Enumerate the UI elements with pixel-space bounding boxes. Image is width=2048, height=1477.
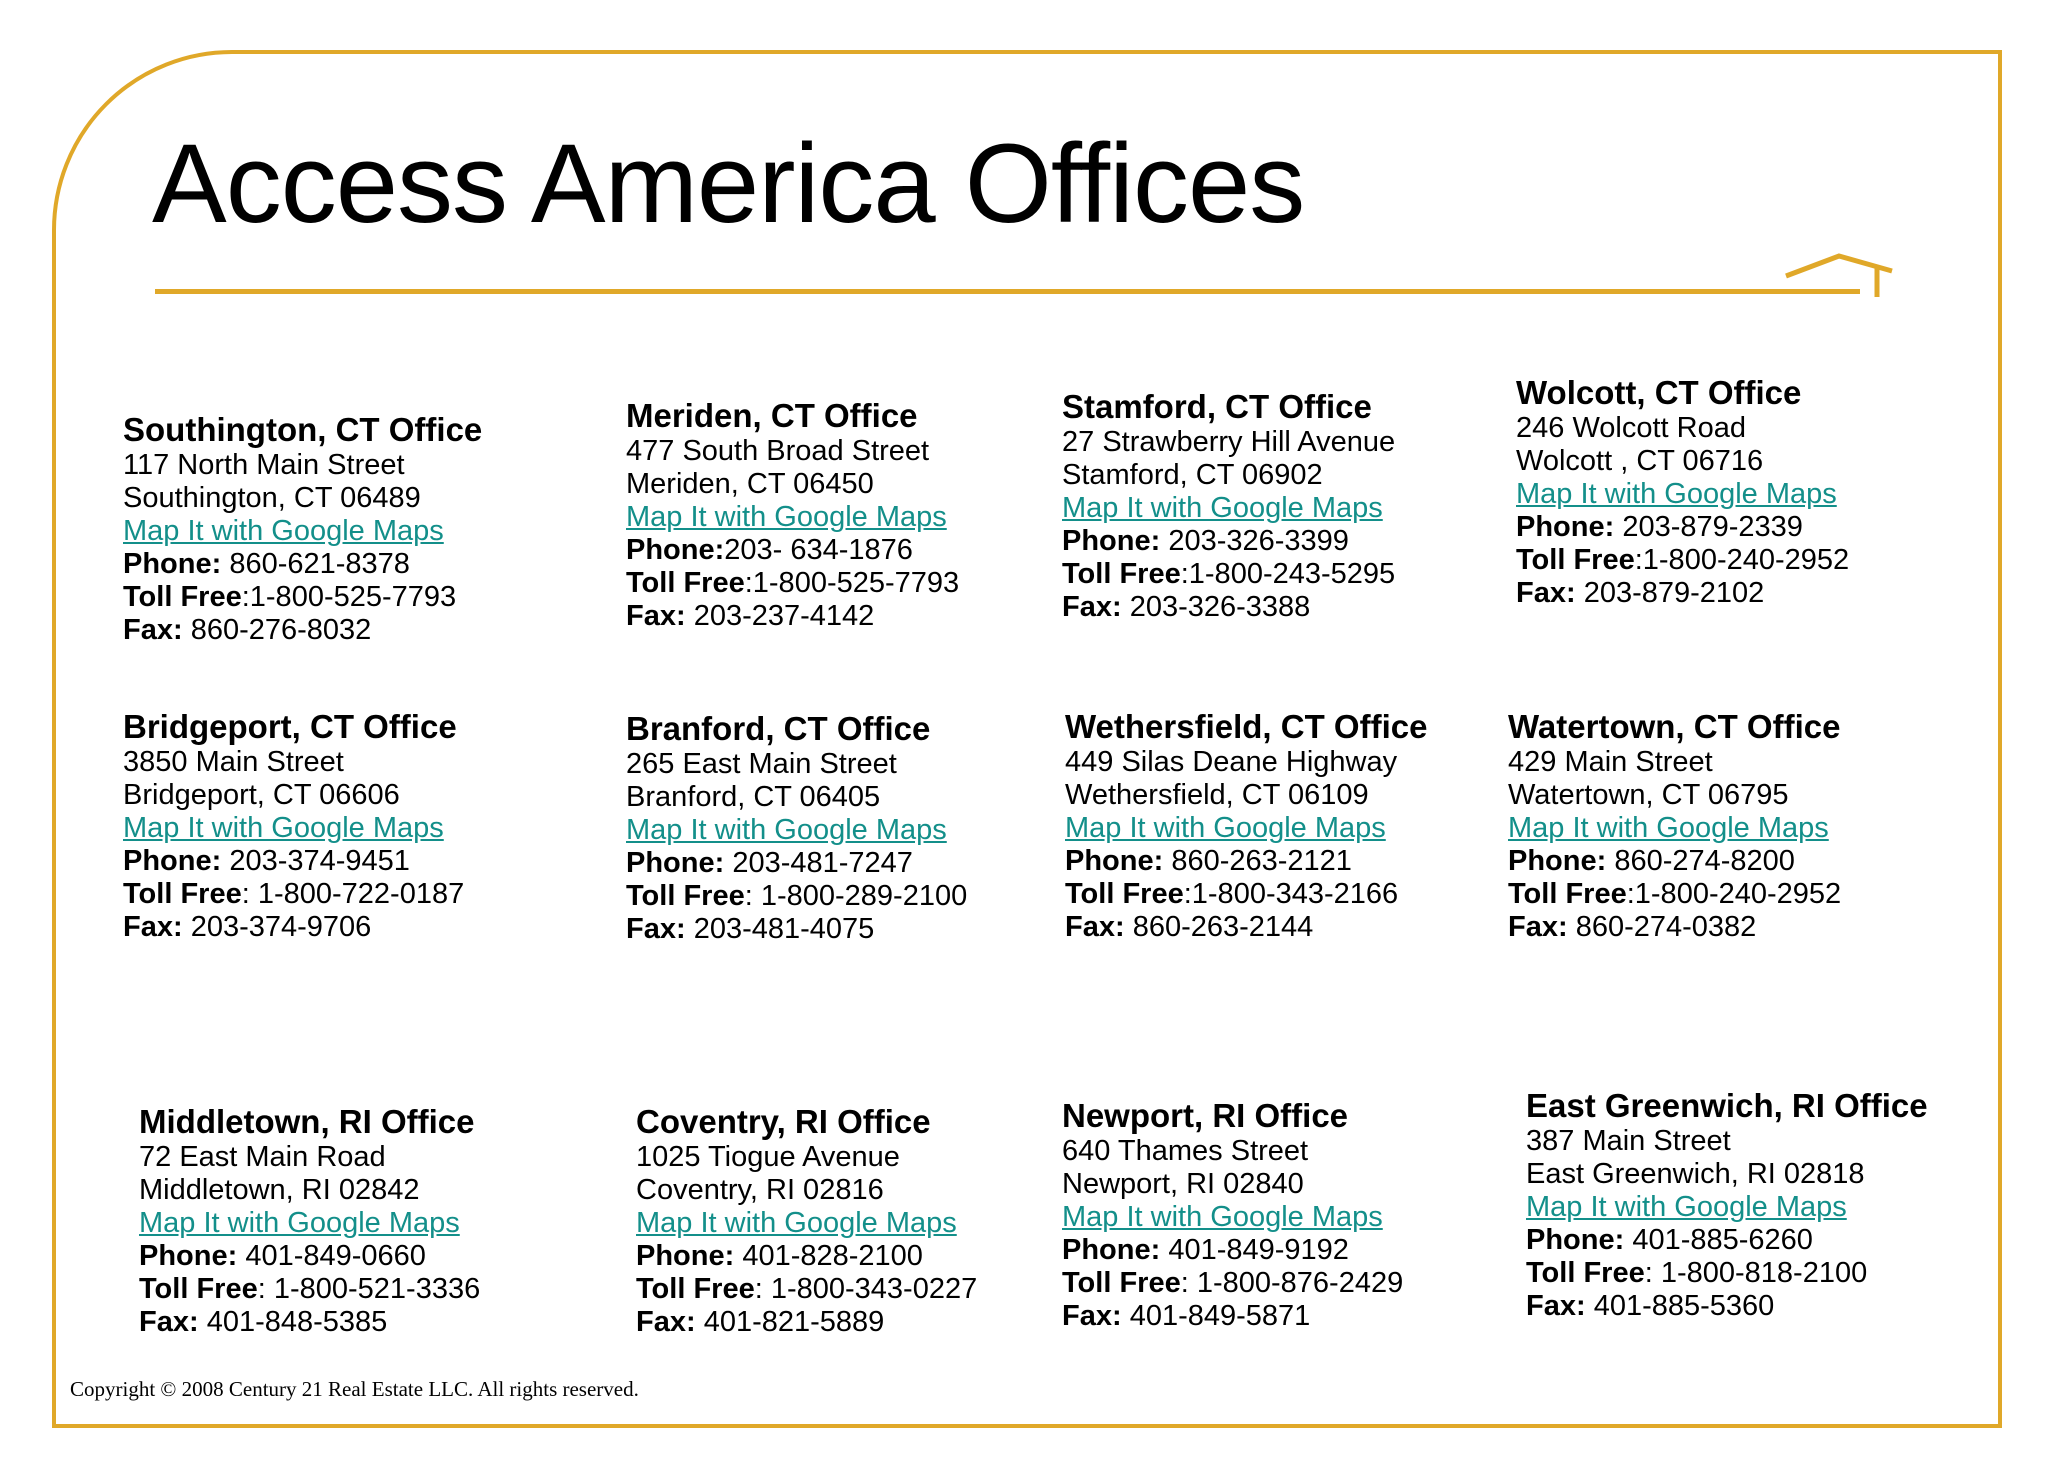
- fax-value: 203-481-4075: [685, 913, 875, 945]
- office-street: 246 Wolcott Road: [1516, 412, 1746, 444]
- office-city: Branford, CT 06405: [626, 781, 881, 813]
- phone-value: 860-274-8200: [1606, 845, 1795, 877]
- toll-free-label: Toll Free: [1508, 878, 1627, 910]
- phone-label: Phone:: [1516, 511, 1615, 543]
- toll-free-label: Toll Free: [626, 880, 745, 912]
- copyright-notice: Copyright © 2008 Century 21 Real Estate LLC. All rights reserved.: [70, 1377, 639, 1401]
- google-maps-link[interactable]: Map It with Google Maps: [1508, 812, 1829, 844]
- page-title: Access America Offices: [152, 121, 1305, 246]
- google-maps-link[interactable]: Map It with Google Maps: [1062, 1201, 1383, 1233]
- google-maps-link[interactable]: Map It with Google Maps: [139, 1207, 460, 1239]
- fax-label: Fax:: [1508, 911, 1568, 943]
- fax-label: Fax:: [1065, 911, 1125, 943]
- toll-free-label: Toll Free: [123, 581, 242, 613]
- phone-value: 203- 634-1876: [724, 534, 913, 566]
- office-card: [626, 397, 959, 633]
- fax-value: 401-848-5385: [198, 1306, 388, 1338]
- office-name: Branford, CT Office: [626, 710, 931, 747]
- office-city: Newport, RI 02840: [1062, 1168, 1304, 1200]
- phone-value: 203-374-9451: [221, 845, 410, 877]
- office-city: Meriden, CT 06450: [626, 468, 874, 500]
- toll-free-value: :1-800-343-2166: [1183, 878, 1399, 910]
- office-name: Watertown, CT Office: [1508, 708, 1841, 745]
- phone-value: 401-885-6260: [1624, 1224, 1813, 1256]
- google-maps-link[interactable]: Map It with Google Maps: [1516, 478, 1837, 510]
- toll-free-value: :1-800-525-7793: [241, 581, 457, 613]
- fax-label: Fax:: [1062, 1300, 1122, 1332]
- phone-value: 203-326-3399: [1160, 525, 1349, 557]
- office-name: Wethersfield, CT Office: [1065, 708, 1428, 745]
- office-street: 429 Main Street: [1508, 746, 1713, 778]
- office-street: 27 Strawberry Hill Avenue: [1062, 426, 1396, 458]
- phone-label: Phone:: [139, 1240, 238, 1272]
- toll-free-label: Toll Free: [636, 1273, 755, 1305]
- phone-value: 401-849-0660: [237, 1240, 426, 1272]
- office-street: 72 East Main Road: [139, 1141, 386, 1173]
- office-name: Stamford, CT Office: [1062, 388, 1372, 425]
- office-name: Bridgeport, CT Office: [123, 708, 457, 745]
- office-city: Middletown, RI 02842: [139, 1174, 420, 1206]
- toll-free-label: Toll Free: [626, 567, 745, 599]
- toll-free-value: : 1-800-722-0187: [241, 878, 465, 910]
- fax-label: Fax:: [1526, 1290, 1586, 1322]
- phone-label: Phone:: [123, 845, 222, 877]
- toll-free-label: Toll Free: [123, 878, 242, 910]
- fax-value: 203-326-3388: [1121, 591, 1311, 623]
- toll-free-value: : 1-800-289-2100: [744, 880, 968, 912]
- fax-label: Fax:: [139, 1306, 199, 1338]
- fax-value: 401-821-5889: [695, 1306, 885, 1338]
- toll-free-value: :1-800-525-7793: [744, 567, 960, 599]
- phone-value: 401-828-2100: [734, 1240, 923, 1272]
- google-maps-link[interactable]: Map It with Google Maps: [123, 515, 444, 547]
- toll-free-value: :1-800-243-5295: [1180, 558, 1396, 590]
- office-street: 117 North Main Street: [123, 449, 405, 481]
- office-card: [626, 710, 967, 946]
- toll-free-label: Toll Free: [1062, 1267, 1181, 1299]
- google-maps-link[interactable]: Map It with Google Maps: [1526, 1191, 1847, 1223]
- office-street: 387 Main Street: [1526, 1125, 1731, 1157]
- phone-value: 203-481-7247: [724, 847, 913, 879]
- office-city: Wethersfield, CT 06109: [1065, 779, 1369, 811]
- office-name: Meriden, CT Office: [626, 397, 918, 434]
- toll-free-label: Toll Free: [139, 1273, 258, 1305]
- title-divider: [155, 289, 1860, 294]
- google-maps-link[interactable]: Map It with Google Maps: [626, 501, 947, 533]
- office-name: Newport, RI Office: [1062, 1097, 1349, 1134]
- phone-label: Phone:: [626, 534, 725, 566]
- office-card: [1508, 708, 1841, 944]
- phone-label: Phone:: [1062, 1234, 1161, 1266]
- fax-value: 203-237-4142: [685, 600, 875, 632]
- office-street: 477 South Broad Street: [626, 435, 930, 467]
- office-card: [123, 411, 482, 647]
- office-city: Watertown, CT 06795: [1508, 779, 1789, 811]
- phone-label: Phone:: [1526, 1224, 1625, 1256]
- toll-free-value: :1-800-240-2952: [1626, 878, 1842, 910]
- office-street: 640 Thames Street: [1062, 1135, 1309, 1167]
- fax-value: 860-274-0382: [1567, 911, 1757, 943]
- google-maps-link[interactable]: Map It with Google Maps: [626, 814, 947, 846]
- toll-free-value: :1-800-240-2952: [1634, 544, 1850, 576]
- office-street: 449 Silas Deane Highway: [1065, 746, 1398, 778]
- toll-free-value: : 1-800-343-0227: [754, 1273, 978, 1305]
- office-city: Coventry, RI 02816: [636, 1174, 884, 1206]
- office-street: 1025 Tiogue Avenue: [636, 1141, 900, 1173]
- office-name: Middletown, RI Office: [139, 1103, 475, 1140]
- fax-value: 860-263-2144: [1124, 911, 1314, 943]
- phone-label: Phone:: [1065, 845, 1164, 877]
- office-name: Southington, CT Office: [123, 411, 483, 448]
- phone-label: Phone:: [123, 548, 222, 580]
- office-city: Southington, CT 06489: [123, 482, 421, 514]
- phone-value: 401-849-9192: [1160, 1234, 1349, 1266]
- toll-free-label: Toll Free: [1526, 1257, 1645, 1289]
- fax-value: 203-879-2102: [1575, 577, 1765, 609]
- phone-label: Phone:: [1062, 525, 1161, 557]
- phone-value: 860-263-2121: [1163, 845, 1352, 877]
- fax-label: Fax:: [626, 600, 686, 632]
- office-city: Wolcott , CT 06716: [1516, 445, 1764, 477]
- phone-value: 860-621-8378: [221, 548, 410, 580]
- office-card: [1526, 1087, 1928, 1323]
- office-card: [1516, 374, 1849, 610]
- google-maps-link[interactable]: Map It with Google Maps: [123, 812, 444, 844]
- office-card: [123, 708, 464, 944]
- office-card: [139, 1103, 480, 1339]
- phone-label: Phone:: [1508, 845, 1607, 877]
- office-street: 265 East Main Street: [626, 748, 897, 780]
- office-name: East Greenwich, RI Office: [1526, 1087, 1928, 1124]
- toll-free-label: Toll Free: [1516, 544, 1635, 576]
- house-roof-icon: [1784, 251, 1894, 301]
- office-city: Bridgeport, CT 06606: [123, 779, 400, 811]
- phone-label: Phone:: [626, 847, 725, 879]
- office-card: [1062, 1097, 1403, 1333]
- fax-label: Fax:: [1062, 591, 1122, 623]
- google-maps-link[interactable]: Map It with Google Maps: [1065, 812, 1386, 844]
- office-name: Wolcott, CT Office: [1516, 374, 1802, 411]
- fax-label: Fax:: [123, 911, 183, 943]
- office-card: [636, 1103, 977, 1339]
- toll-free-label: Toll Free: [1062, 558, 1181, 590]
- office-city: East Greenwich, RI 02818: [1526, 1158, 1865, 1190]
- office-card: [1065, 708, 1427, 944]
- toll-free-label: Toll Free: [1065, 878, 1184, 910]
- fax-value: 401-885-5360: [1585, 1290, 1775, 1322]
- google-maps-link[interactable]: Map It with Google Maps: [636, 1207, 957, 1239]
- office-city: Stamford, CT 06902: [1062, 459, 1323, 491]
- fax-label: Fax:: [1516, 577, 1576, 609]
- toll-free-value: : 1-800-521-3336: [257, 1273, 481, 1305]
- office-street: 3850 Main Street: [123, 746, 344, 778]
- toll-free-value: : 1-800-818-2100: [1644, 1257, 1868, 1289]
- phone-value: 203-879-2339: [1614, 511, 1803, 543]
- fax-value: 860-276-8032: [182, 614, 372, 646]
- fax-value: 203-374-9706: [182, 911, 372, 943]
- office-card: [1062, 388, 1395, 624]
- google-maps-link[interactable]: Map It with Google Maps: [1062, 492, 1383, 524]
- fax-label: Fax:: [626, 913, 686, 945]
- phone-label: Phone:: [636, 1240, 735, 1272]
- fax-value: 401-849-5871: [1121, 1300, 1311, 1332]
- office-name: Coventry, RI Office: [636, 1103, 931, 1140]
- fax-label: Fax:: [123, 614, 183, 646]
- toll-free-value: : 1-800-876-2429: [1180, 1267, 1404, 1299]
- fax-label: Fax:: [636, 1306, 696, 1338]
